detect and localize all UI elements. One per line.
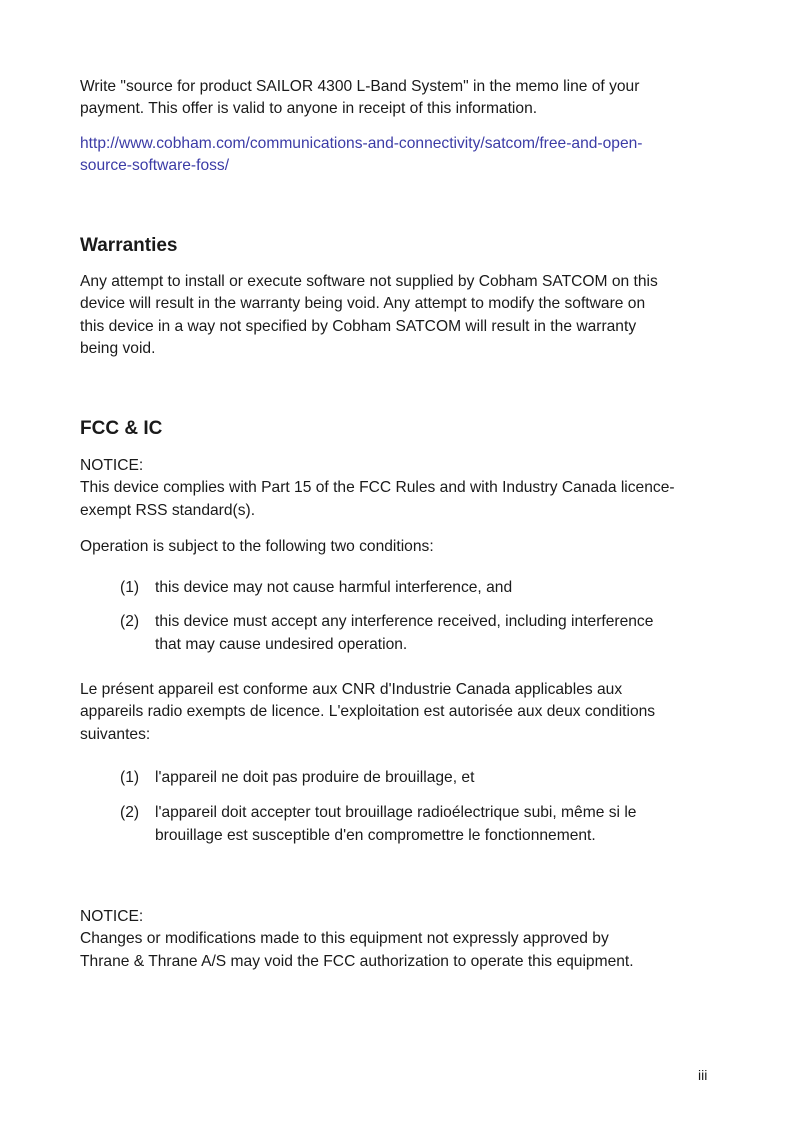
- text-line: suivantes:: [80, 725, 151, 743]
- link-line[interactable]: source-software-foss/: [80, 157, 230, 175]
- text-line: NOTICE:: [80, 908, 144, 925]
- text-line: exempt RSS standard(s).: [80, 501, 256, 519]
- text-line: l'appareil ne doit pas produire de brouillage, et: [155, 769, 475, 786]
- text-line: this device in a way not specified by Cobham SATCOM will result in the warranty: [80, 317, 637, 335]
- list-number: (2): [120, 804, 140, 821]
- text-line: this device may not cause harmful interference, and: [155, 579, 513, 596]
- french-paragraph: [80, 679, 720, 746]
- text-line: Le présent appareil est conforme aux CNR d'Industrie Canada applicables aux: [80, 681, 623, 698]
- intro-paragraph: [80, 76, 720, 121]
- warranties-heading: Warranties: [80, 235, 178, 256]
- text-line: Operation is subject to the following two conditions:: [80, 538, 434, 555]
- link-line[interactable]: http://www.cobham.com/communications-and-connectivity/satcom/free-and-open-: [80, 135, 643, 152]
- text-line: this device must accept any interference received, including interference: [155, 613, 654, 630]
- text-line: Write "source for product SAILOR 4300 L-Band System" in the memo line of your: [80, 78, 640, 95]
- operation-text: [80, 536, 720, 558]
- list-number: (1): [120, 769, 140, 786]
- foss-link[interactable]: [80, 133, 720, 178]
- text-line: payment. This offer is valid to anyone in receipt of this information.: [80, 100, 538, 118]
- text-line: Changes or modifications made to this equipment not expressly approved by: [80, 930, 609, 948]
- text-line: being void.: [80, 340, 156, 358]
- text-line: Any attempt to install or execute software not supplied by Cobham SATCOM on this: [80, 273, 658, 290]
- text-line: l'appareil doit accepter tout brouillage radioélectrique subi, même si le: [155, 804, 637, 821]
- text-line: NOTICE:: [80, 457, 144, 474]
- text-line: Thrane & Thrane A/S may void the FCC authorization to operate this equipment.: [80, 952, 634, 970]
- text-line: appareils radio exempts de licence. L'exploitation est autorisée aux deux conditions: [80, 703, 656, 721]
- text-line: that may cause undesired operation.: [155, 635, 408, 653]
- page-number: iii: [698, 1067, 708, 1083]
- list-number: (2): [120, 613, 140, 630]
- fcc-notice-changes: [80, 906, 720, 973]
- fcc-heading: FCC & IC: [80, 418, 163, 439]
- list-number: (1): [120, 579, 140, 596]
- text-line: This device complies with Part 15 of the FCC Rules and with Industry Canada licence-: [80, 479, 675, 497]
- text-line: brouillage est susceptible d'en compromettre le fonctionnement.: [155, 826, 596, 844]
- fcc-notice: [80, 455, 720, 522]
- text-line: device will result in the warranty being void. Any attempt to modify the software on: [80, 295, 646, 313]
- warranties-paragraph: [80, 271, 720, 361]
